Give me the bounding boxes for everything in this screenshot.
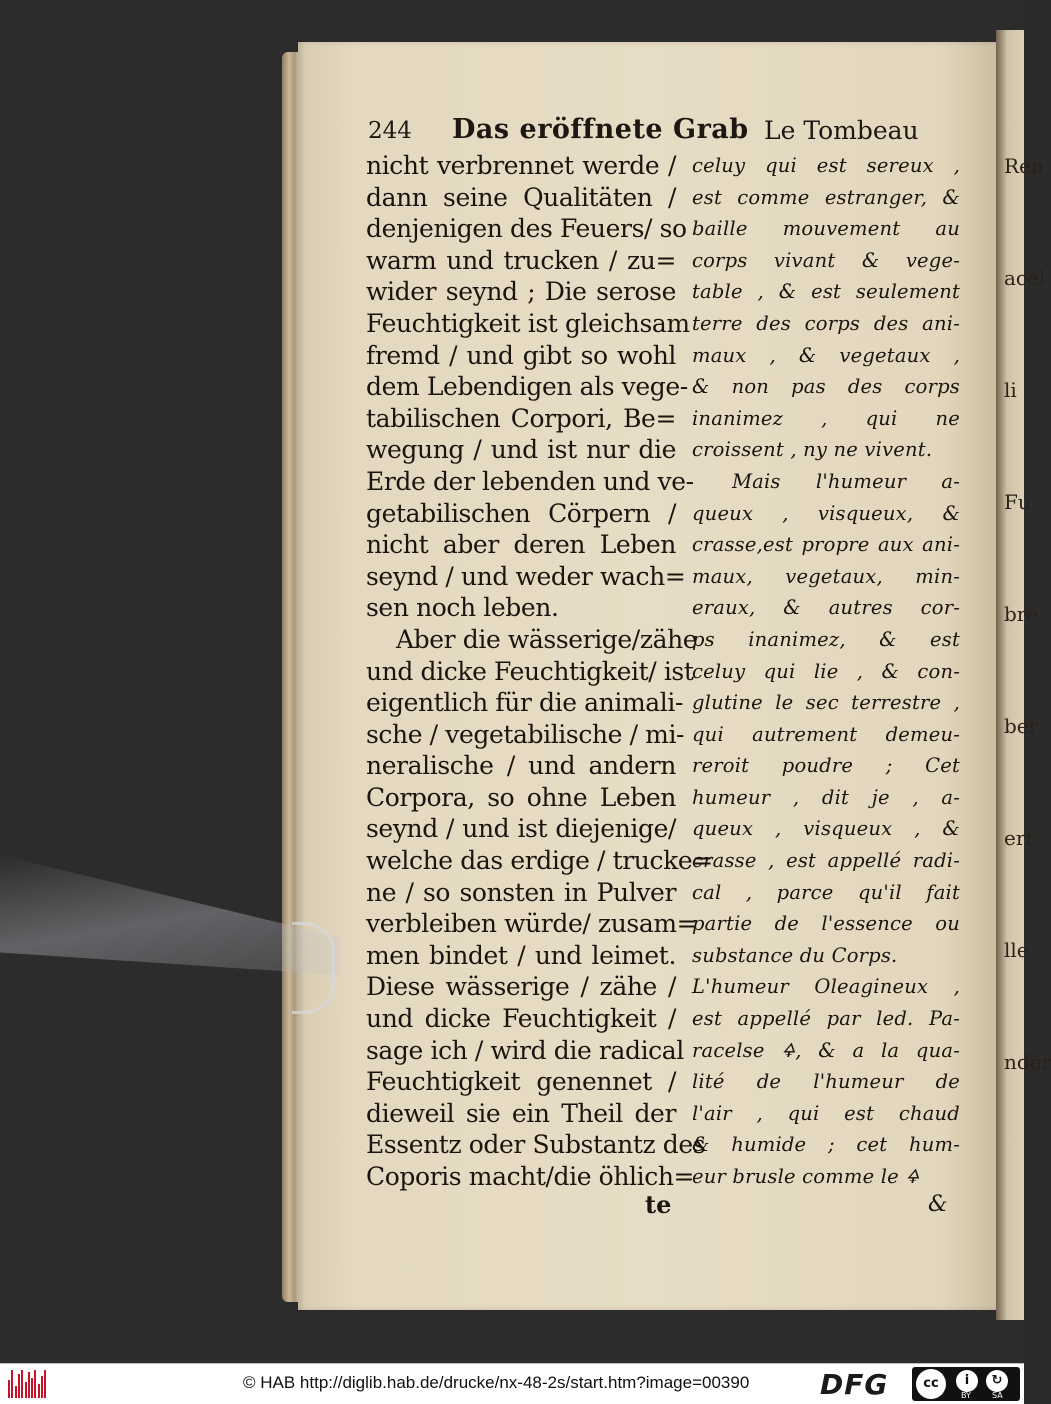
facing-page-fragment: li <box>1004 378 1017 402</box>
facing-page-fragment: bre <box>1004 602 1039 626</box>
german-text-line: und dicke Feuchtigkeit/ ist <box>366 656 694 686</box>
french-text-line: partie de l'essence ou <box>692 912 960 936</box>
german-text-line: getabilischen Cörpern / <box>366 498 676 528</box>
cc-license-badge[interactable] <box>912 1367 1020 1401</box>
german-text-line: Essentz oder Substantz des <box>366 1130 706 1160</box>
german-text-line: Aber die wässerige/zähe <box>396 624 698 654</box>
sa-label: SA <box>992 1391 1003 1400</box>
french-text-line: est comme estranger, & <box>692 185 960 209</box>
hab-logo-bar <box>41 1376 43 1398</box>
french-text-line: qui autrement demeu- <box>692 722 960 746</box>
dfg-logo: DFG <box>820 1368 889 1401</box>
french-text-line: terre des corps des ani- <box>692 311 960 335</box>
hab-logo-bar <box>21 1370 23 1398</box>
german-text-line: warm und trucken / zu= <box>366 245 676 275</box>
french-text-line: eur brusle comme le 🜍 <box>692 1165 920 1188</box>
facing-page-fragment: lle <box>1004 938 1029 962</box>
french-text-line: reroit poudre ; Cet <box>692 754 960 778</box>
hab-logo-bar <box>31 1378 33 1398</box>
french-text-line: table , & est seulement <box>692 280 960 304</box>
by-label: BY <box>961 1391 971 1400</box>
french-text-line: Mais l'humeur a- <box>732 469 960 493</box>
page-clip <box>292 922 335 1014</box>
sa-icon: ↻ <box>986 1370 1008 1392</box>
french-text-line: queux , visqueux, & <box>692 501 960 525</box>
hab-logo-bar <box>18 1374 20 1398</box>
french-text-line: racelse 🜍, & a la qua- <box>692 1038 960 1062</box>
french-text-line: humeur , dit je , a- <box>692 785 960 809</box>
french-text-line: ps inanimez, & est <box>692 627 960 651</box>
german-text-line: dem Lebendigen als vege- <box>366 372 688 402</box>
catchword-french: & <box>928 1192 948 1217</box>
french-text-line: celuy qui est sereux , <box>692 154 960 177</box>
german-text-line: verbleiben würde/ zusam= <box>366 909 698 939</box>
french-text-line: & non pas des corps <box>692 375 960 399</box>
french-text-line: est appellé par led. Pa- <box>692 1007 960 1031</box>
hab-logo-bar <box>28 1372 30 1398</box>
german-text-line: nicht aber deren Leben <box>366 530 676 560</box>
french-text-line: l'air , qui est chaud <box>692 1101 960 1125</box>
german-text-line: dieweil sie ein Theil der <box>366 1098 676 1128</box>
running-header <box>368 108 938 148</box>
hab-logo-bar <box>34 1370 36 1398</box>
german-text-line: neralische / und andern <box>366 751 676 781</box>
header-german-title: Das eröffnete Grab <box>452 114 749 145</box>
german-text-line: sage ich / wird die radical <box>366 1035 684 1065</box>
facing-page-edge <box>996 30 1051 1320</box>
german-text-line: nicht verbrennet werde / <box>366 151 676 180</box>
french-text-line: corps vivant & vege- <box>692 248 960 272</box>
french-text-line: croissent , ny ne vivent. <box>692 438 933 462</box>
german-text-line: seynd / und weder wach= <box>366 561 686 591</box>
catchword-german: te <box>645 1190 672 1219</box>
hab-logo-bar <box>15 1386 17 1398</box>
german-text-line: sche / vegetabilische / mi- <box>366 719 685 749</box>
cc-icon: cc <box>916 1369 946 1399</box>
french-text-line: queux , visqueux , & <box>692 817 960 841</box>
german-text-line: denjenigen des Feuers/ so <box>366 214 687 244</box>
german-text-line: welche das erdige / trucke= <box>366 846 713 876</box>
facing-page-fragment: acel <box>1004 266 1046 290</box>
french-text-line: maux, vegetaux, min- <box>692 564 960 588</box>
header-french-title: Le Tombeau <box>764 116 919 145</box>
german-text-line: Diese wässerige / zähe / <box>366 972 676 1002</box>
french-text-line: L'humeur Oleagineux , <box>692 975 960 999</box>
german-text-line: eigentlich für die animali- <box>366 688 684 718</box>
french-text-line: crasse,est propre aux ani- <box>692 533 960 557</box>
french-text-line: celuy qui lie , & con- <box>692 659 960 683</box>
hab-logo-icon <box>8 1370 48 1398</box>
hab-logo-bar <box>38 1384 40 1398</box>
german-text-line: wider seynd ; Die serose <box>366 277 676 307</box>
facing-page-fragment: nder <box>1004 1050 1051 1074</box>
german-text-line: Coporis macht/die öhlich= <box>366 1162 695 1191</box>
german-text-line: men bindet / und leimet. <box>366 940 676 970</box>
copyright-url[interactable]: © HAB http://diglib.hab.de/drucke/nx-48-2s/start.htm?image=00390 <box>243 1373 750 1392</box>
footer-bar <box>0 1363 1024 1404</box>
german-text-line: Feuchtigkeit genennet / <box>366 1067 676 1097</box>
hab-logo-bar <box>11 1370 13 1398</box>
french-text-line: glutine le sec terrestre , <box>692 691 960 715</box>
german-text-line: fremd / und gibt so wohl <box>366 340 676 370</box>
german-text-line: Feuchtigkeit ist gleichsam <box>366 308 690 338</box>
facing-page-fragment: Ren <box>1004 154 1044 178</box>
german-text-line: Erde der lebenden und ve- <box>366 466 694 496</box>
german-text-line: sen noch leben. <box>366 593 559 623</box>
german-text-line: und dicke Feuchtigkeit / <box>366 1004 676 1034</box>
german-text-line: wegung / und ist nur die <box>366 435 676 465</box>
german-text-line: ne / so sonsten in Pulver <box>366 877 676 907</box>
page-number: 244 <box>368 118 412 144</box>
french-text-line: & humide ; cet hum- <box>692 1133 960 1157</box>
french-text-line: crasse , est appellé radi- <box>692 849 960 873</box>
french-text-line: baille mouvement au <box>692 217 960 241</box>
facing-page-fragment: Fu <box>1004 490 1031 514</box>
by-icon: i <box>956 1370 978 1392</box>
french-text-line: cal , parce qu'il fait <box>692 880 960 904</box>
hab-logo-bar <box>8 1380 10 1398</box>
german-text-line: tabilischen Corpori, Be= <box>366 403 676 433</box>
french-text-line: substance du Corps. <box>692 943 898 967</box>
hab-logo-bar <box>44 1370 46 1398</box>
german-text-line: seynd / und ist diejenige/ <box>366 814 676 844</box>
german-text-line: Corpora, so ohne Leben <box>366 782 676 812</box>
facing-page-fragment: ber <box>1004 714 1039 738</box>
german-column <box>366 150 713 1193</box>
french-column <box>692 150 960 1193</box>
french-text-line: maux , & vegetaux , <box>692 343 960 367</box>
facing-page-fragment: erf <box>1004 826 1033 850</box>
french-text-line: eraux, & autres cor- <box>692 596 960 620</box>
french-text-line: lité de l'humeur de <box>692 1070 960 1094</box>
german-text-line: dann seine Qualitäten / <box>366 182 676 212</box>
french-text-line: inanimez , qui ne <box>692 406 960 430</box>
hab-logo-bar <box>25 1382 27 1398</box>
